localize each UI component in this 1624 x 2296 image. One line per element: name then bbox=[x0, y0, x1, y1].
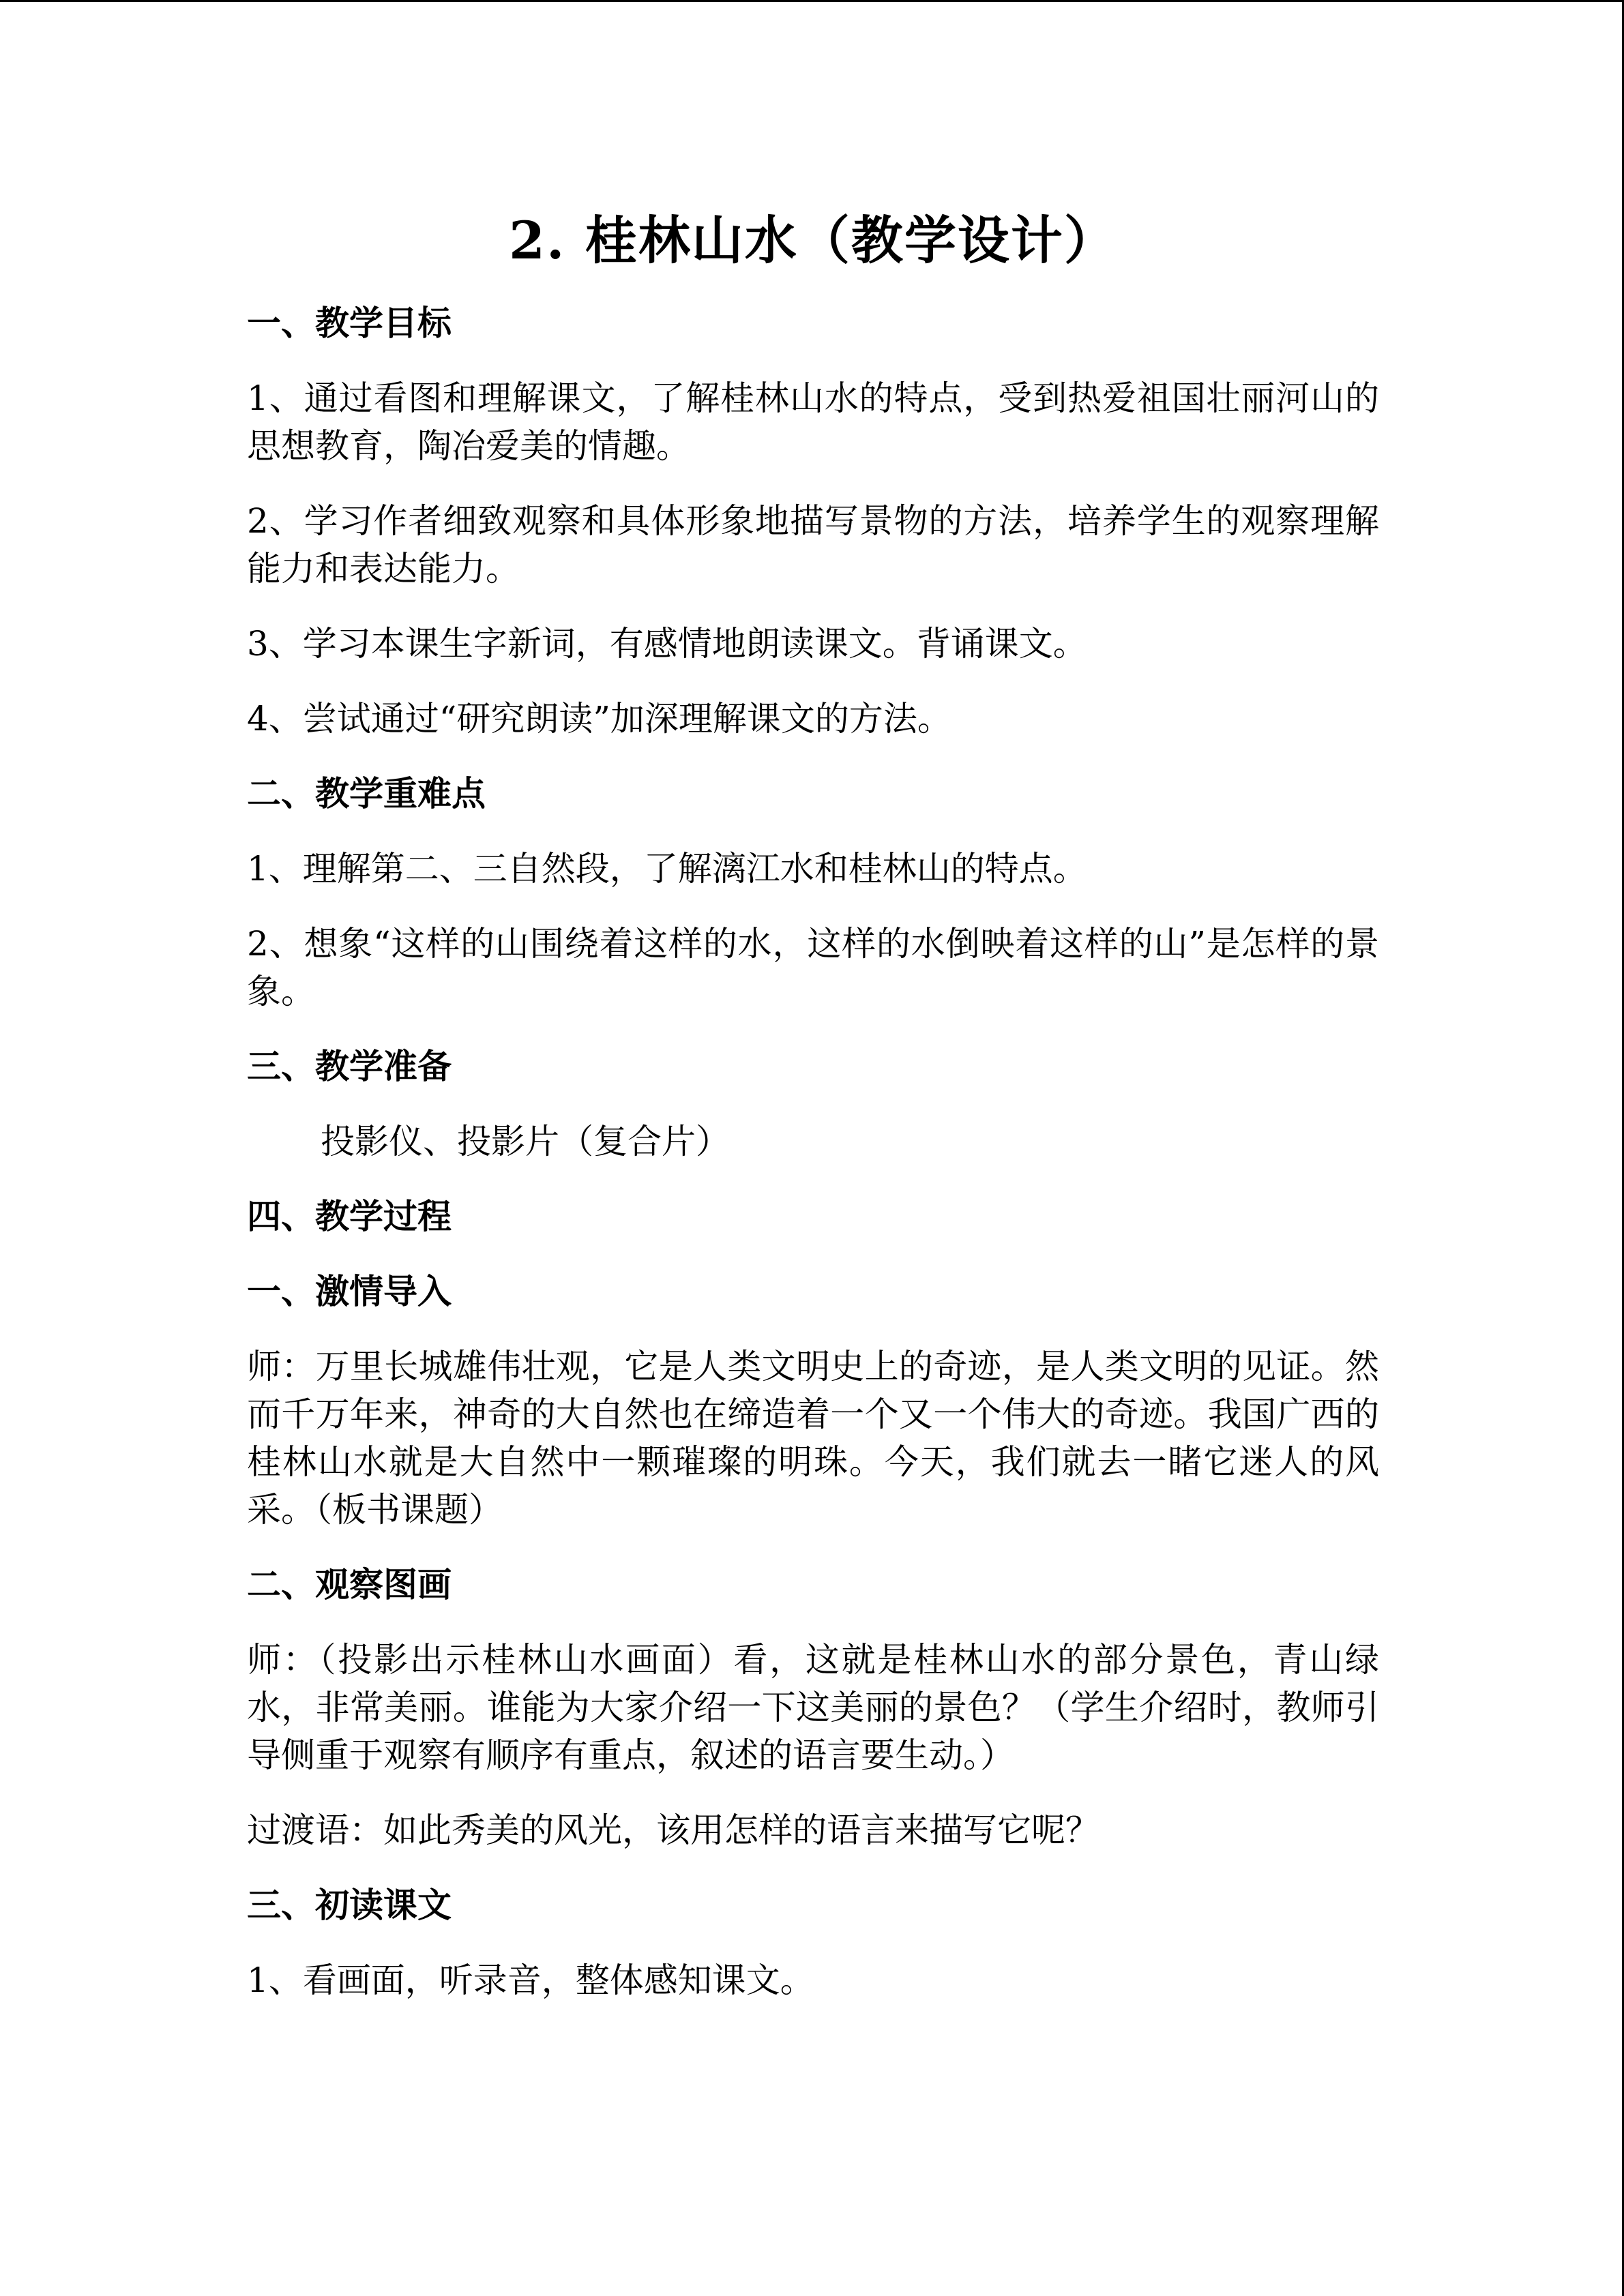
section-heading-preparation: 三、教学准备 bbox=[247, 1046, 452, 1086]
subsection-heading-observe: 二、观察图画 bbox=[247, 1564, 452, 1605]
subsection-heading-intro: 一、激情导入 bbox=[247, 1271, 452, 1311]
page-title: 2. 桂林山水（教学设计） bbox=[509, 210, 1117, 271]
section-heading-key-points: 二、教学重难点 bbox=[247, 773, 486, 814]
intro-paragraph: 师：万里长城雄伟壮观，它是人类文明史上的奇迹，是人类文明的见证。然而千万年来，神奇的大自然也在缔造着一个又一个伟大的奇迹。我国广西的桂林山水就是大自然中一颗璀璨的明珠。今天，我们就去一睹它迷人的风采。（板书课题） bbox=[247, 1347, 1379, 1530]
preparation-item: 投影仪、投影片（复合片） bbox=[321, 1122, 730, 1161]
document-body bbox=[247, 207, 1379, 2031]
objective-4: 4、尝试通过“研究朗读”加深理解课文的方法。 bbox=[247, 699, 951, 739]
subsection-heading-first-reading: 三、初读课文 bbox=[247, 1885, 452, 1925]
objective-2: 2、学习作者细致观察和具体形象地描写景物的方法，培养学生的观察理解能力和表达能力。 bbox=[247, 501, 1379, 588]
first-reading-step-1: 1、看画面，听录音，整体感知课文。 bbox=[247, 1960, 814, 2000]
section-heading-process: 四、教学过程 bbox=[247, 1196, 452, 1236]
transition-paragraph: 过渡语：如此秀美的风光，该用怎样的语言来描写它呢？ bbox=[247, 1810, 1099, 1850]
key-point-1: 1、理解第二、三自然段，了解漓江水和桂林山的特点。 bbox=[247, 849, 1087, 889]
objective-1: 1、通过看图和理解课文，了解桂林山水的特点，受到热爱祖国壮丽河山的思想教育，陶冶爱美的情趣。 bbox=[247, 378, 1379, 466]
objective-3: 3、学习本课生字新词，有感情地朗读课文。背诵课文。 bbox=[247, 624, 1087, 664]
key-point-2: 2、想象“这样的山围绕着这样的水，这样的水倒映着这样的山”是怎样的景象。 bbox=[247, 924, 1379, 1011]
section-heading-objectives: 一、教学目标 bbox=[247, 303, 452, 343]
observe-paragraph: 师：（投影出示桂林山水画面）看，这就是桂林山水的部分景色，青山绿水，非常美丽。谁能为大家介绍一下这美丽的景色？（学生介绍时，教师引导侧重于观察有顺序有重点，叙述的语言要生动。） bbox=[247, 1640, 1379, 1775]
